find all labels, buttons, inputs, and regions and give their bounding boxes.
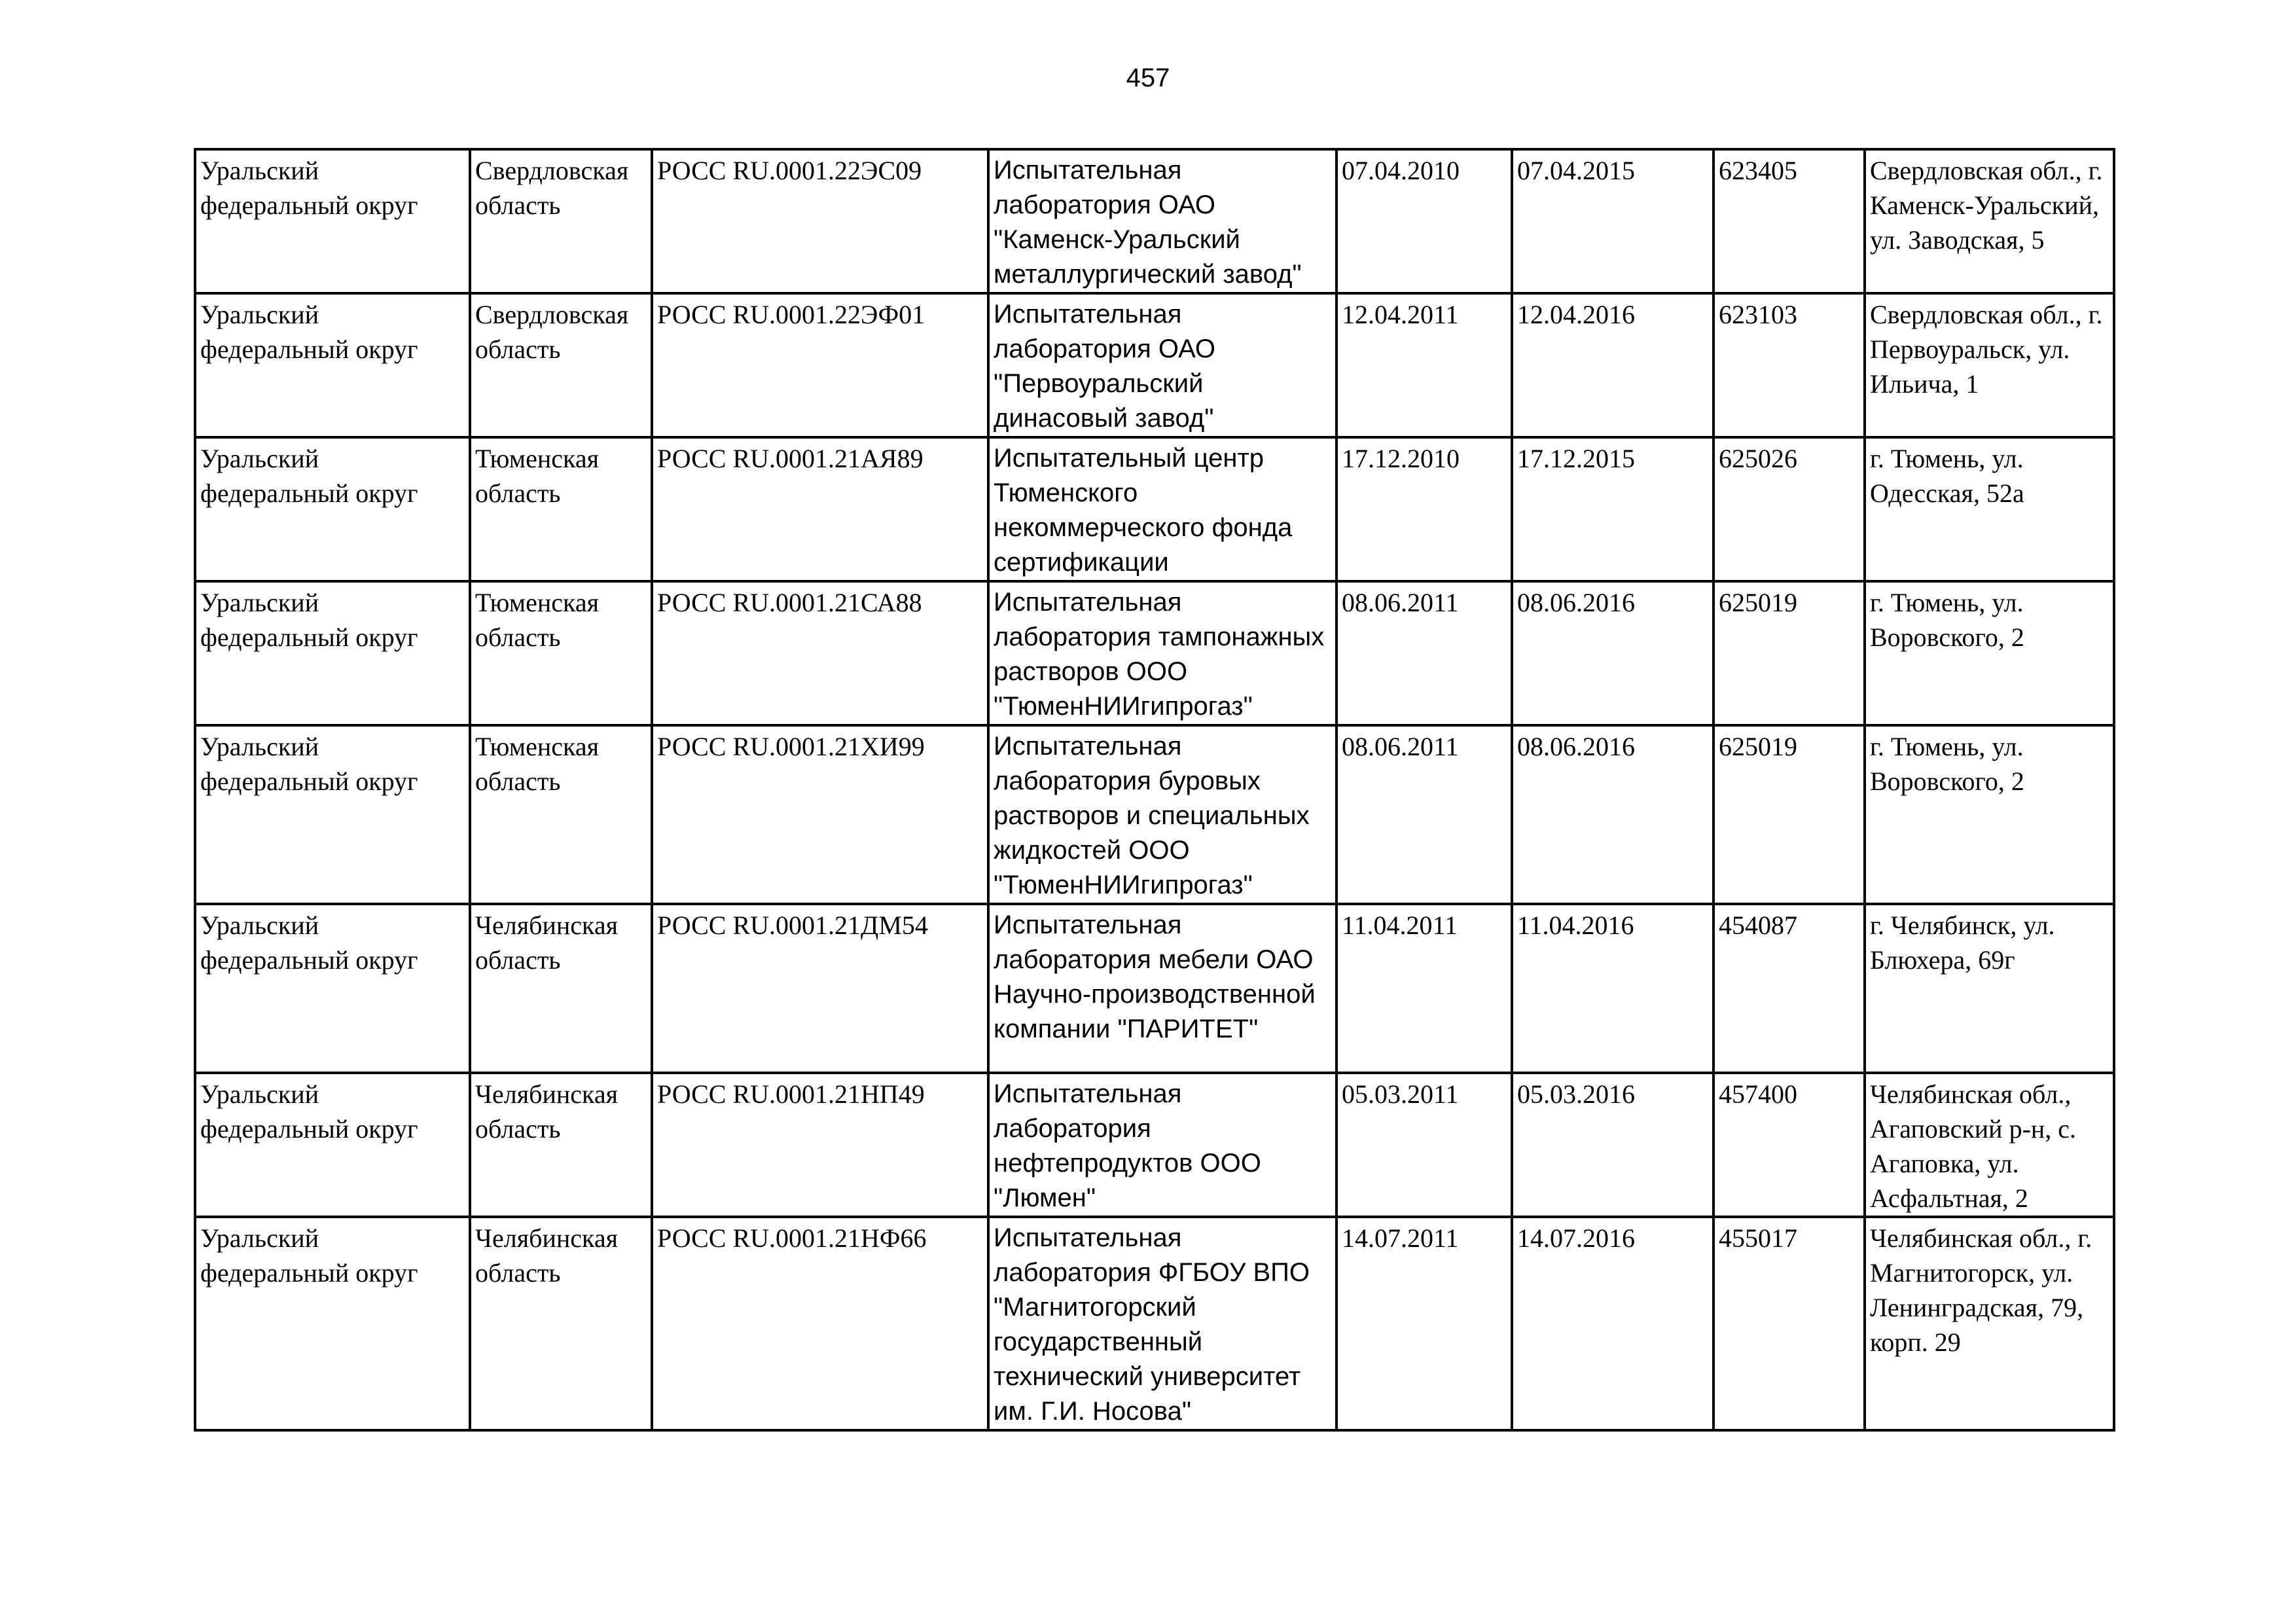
organization-cell <box>988 581 1336 725</box>
address-cell-text: Свердловская обл., г. Первоуральск, ул. Ильича, 1 <box>1870 300 2103 399</box>
postcode-cell-text: 454087 <box>1719 911 1797 940</box>
region-cell-text: Челябинская область <box>475 911 619 975</box>
district-cell-text: Уральский федеральный округ <box>200 156 418 220</box>
expiry-date-cell-text: 05.03.2016 <box>1517 1079 1635 1109</box>
address-cell <box>1865 581 2114 725</box>
district-cell <box>195 437 470 581</box>
address-cell <box>1865 1217 2114 1430</box>
address-cell <box>1865 725 2114 904</box>
table-row <box>195 437 2114 581</box>
expiry-date-cell <box>1512 149 1713 293</box>
address-cell <box>1865 437 2114 581</box>
table-row <box>195 904 2114 1073</box>
postcode-cell <box>1713 725 1865 904</box>
issue-date-cell <box>1336 904 1512 1073</box>
organization-cell <box>988 1217 1336 1430</box>
district-cell <box>195 1073 470 1217</box>
region-cell-text: Тюменская область <box>475 588 600 652</box>
postcode-cell <box>1713 904 1865 1073</box>
address-cell-text: Челябинская обл., г. Магнитогорск, ул. Ленинградская, 79, корп. 29 <box>1870 1223 2092 1357</box>
address-cell-text: г. Тюмень, ул. Воровского, 2 <box>1870 732 2024 796</box>
issue-date-cell <box>1336 581 1512 725</box>
address-cell-text: г. Тюмень, ул. Воровского, 2 <box>1870 588 2024 652</box>
issue-date-cell <box>1336 293 1512 437</box>
issue-date-cell <box>1336 149 1512 293</box>
expiry-date-cell <box>1512 293 1713 437</box>
region-cell <box>470 725 652 904</box>
district-cell-text: Уральский федеральный округ <box>200 732 418 796</box>
region-cell <box>470 1217 652 1430</box>
expiry-date-cell-text: 11.04.2016 <box>1517 911 1634 940</box>
issue-date-cell-text: 17.12.2010 <box>1342 444 1460 473</box>
district-cell <box>195 293 470 437</box>
certificate-number-cell-text: РОСС RU.0001.22ЭС09 <box>657 156 922 185</box>
region-cell-text: Тюменская область <box>475 732 600 796</box>
table-row <box>195 1217 2114 1430</box>
organization-cell-text: Испытательная лаборатория нефтепродуктов ООО "Люмен" <box>994 1079 1261 1212</box>
region-cell <box>470 149 652 293</box>
region-cell-text: Челябинская область <box>475 1079 619 1144</box>
postcode-cell-text: 623103 <box>1719 300 1797 329</box>
region-cell <box>470 437 652 581</box>
issue-date-cell-text: 08.06.2011 <box>1342 588 1459 617</box>
certificate-number-cell-text: РОСС RU.0001.21НП49 <box>657 1079 925 1109</box>
region-cell-text: Тюменская область <box>475 444 600 508</box>
expiry-date-cell-text: 17.12.2015 <box>1517 444 1635 473</box>
certificate-number-cell <box>652 1073 988 1217</box>
issue-date-cell <box>1336 437 1512 581</box>
postcode-cell <box>1713 437 1865 581</box>
certificate-number-cell-text: РОСС RU.0001.21ХИ99 <box>657 732 925 761</box>
certificate-number-cell-text: РОСС RU.0001.21АЯ89 <box>657 444 924 473</box>
district-cell-text: Уральский федеральный округ <box>200 444 418 508</box>
certificate-number-cell <box>652 725 988 904</box>
region-cell <box>470 1073 652 1217</box>
certificate-number-cell-text: РОСС RU.0001.21НФ66 <box>657 1223 927 1253</box>
region-cell <box>470 581 652 725</box>
postcode-cell <box>1713 293 1865 437</box>
issue-date-cell <box>1336 1073 1512 1217</box>
address-cell-text: Челябинская обл., Агаповский р-н, с. Агаповка, ул. Асфальтная, 2 <box>1870 1079 2077 1213</box>
certificate-number-cell <box>652 293 988 437</box>
expiry-date-cell <box>1512 904 1713 1073</box>
district-cell <box>195 581 470 725</box>
address-cell <box>1865 149 2114 293</box>
certificate-number-cell <box>652 581 988 725</box>
expiry-date-cell <box>1512 581 1713 725</box>
organization-cell <box>988 904 1336 1073</box>
organization-cell <box>988 149 1336 293</box>
organization-cell <box>988 293 1336 437</box>
district-cell <box>195 149 470 293</box>
table-body <box>195 149 2114 1430</box>
table-row <box>195 293 2114 437</box>
organization-cell-text: Испытательный центр Тюменского некоммерческого фонда сертификации <box>994 444 1293 577</box>
expiry-date-cell <box>1512 437 1713 581</box>
region-cell <box>470 293 652 437</box>
postcode-cell-text: 457400 <box>1719 1079 1797 1109</box>
expiry-date-cell-text: 14.07.2016 <box>1517 1223 1635 1253</box>
address-cell <box>1865 293 2114 437</box>
district-cell <box>195 725 470 904</box>
region-cell-text: Челябинская область <box>475 1223 619 1288</box>
district-cell-text: Уральский федеральный округ <box>200 1223 418 1288</box>
district-cell-text: Уральский федеральный округ <box>200 911 418 975</box>
organization-cell-text: Испытательная лаборатория буровых растворов и специальных жидкостей ООО "ТюменНИИгипрогаз" <box>994 732 1310 899</box>
region-cell <box>470 904 652 1073</box>
issue-date-cell-text: 08.06.2011 <box>1342 732 1459 761</box>
certification-registry-table <box>194 148 2115 1432</box>
district-cell-text: Уральский федеральный округ <box>200 1079 418 1144</box>
table-row <box>195 581 2114 725</box>
postcode-cell-text: 455017 <box>1719 1223 1797 1253</box>
postcode-cell-text: 623405 <box>1719 156 1797 185</box>
certificate-number-cell-text: РОСС RU.0001.21ДМ54 <box>657 911 928 940</box>
issue-date-cell <box>1336 1217 1512 1430</box>
certificate-number-cell-text: РОСС RU.0001.21СА88 <box>657 588 922 617</box>
organization-cell <box>988 725 1336 904</box>
certificate-number-cell <box>652 437 988 581</box>
issue-date-cell-text: 05.03.2011 <box>1342 1079 1459 1109</box>
postcode-cell <box>1713 581 1865 725</box>
postcode-cell-text: 625026 <box>1719 444 1797 473</box>
postcode-cell-text: 625019 <box>1719 732 1797 761</box>
postcode-cell <box>1713 1217 1865 1430</box>
address-cell <box>1865 904 2114 1073</box>
postcode-cell <box>1713 149 1865 293</box>
certificate-number-cell <box>652 1217 988 1430</box>
region-cell-text: Свердловская область <box>475 156 629 220</box>
organization-cell-text: Испытательная лаборатория ОАО "Первоуральский динасовый завод" <box>994 300 1215 433</box>
expiry-date-cell-text: 08.06.2016 <box>1517 588 1635 617</box>
organization-cell-text: Испытательная лаборатория тампонажных растворов ООО "ТюменНИИгипрогаз" <box>994 588 1325 721</box>
table-row <box>195 725 2114 904</box>
issue-date-cell-text: 12.04.2011 <box>1342 300 1459 329</box>
district-cell-text: Уральский федеральный округ <box>200 588 418 652</box>
district-cell-text: Уральский федеральный округ <box>200 300 418 364</box>
address-cell <box>1865 1073 2114 1217</box>
page-number: 457 <box>1126 63 1170 92</box>
issue-date-cell <box>1336 725 1512 904</box>
region-cell-text: Свердловская область <box>475 300 629 364</box>
expiry-date-cell <box>1512 1217 1713 1430</box>
expiry-date-cell-text: 07.04.2015 <box>1517 156 1635 185</box>
address-cell-text: Свердловская обл., г. Каменск-Уральский, ул. Заводская, 5 <box>1870 156 2103 255</box>
issue-date-cell-text: 11.04.2011 <box>1342 911 1458 940</box>
expiry-date-cell-text: 12.04.2016 <box>1517 300 1635 329</box>
table-row <box>195 1073 2114 1217</box>
certificate-number-cell <box>652 904 988 1073</box>
expiry-date-cell <box>1512 725 1713 904</box>
postcode-cell-text: 625019 <box>1719 588 1797 617</box>
organization-cell-text: Испытательная лаборатория ФГБОУ ВПО "Магнитогорский государственный технический университет им. Г.И. Носова" <box>994 1223 1310 1426</box>
issue-date-cell-text: 14.07.2011 <box>1342 1223 1459 1253</box>
organization-cell <box>988 437 1336 581</box>
table-row <box>195 149 2114 293</box>
organization-cell-text: Испытательная лаборатория ОАО "Каменск-Уральский металлургический завод" <box>994 156 1302 289</box>
postcode-cell <box>1713 1073 1865 1217</box>
address-cell-text: г. Тюмень, ул. Одесская, 52а <box>1870 444 2024 508</box>
expiry-date-cell <box>1512 1073 1713 1217</box>
organization-cell-text: Испытательная лаборатория мебели ОАО Научно-производственной компании "ПАРИТЕТ" <box>994 911 1316 1043</box>
certificate-number-cell-text: РОСС RU.0001.22ЭФ01 <box>657 300 925 329</box>
expiry-date-cell-text: 08.06.2016 <box>1517 732 1635 761</box>
issue-date-cell-text: 07.04.2010 <box>1342 156 1460 185</box>
district-cell <box>195 904 470 1073</box>
district-cell <box>195 1217 470 1430</box>
certificate-number-cell <box>652 149 988 293</box>
organization-cell <box>988 1073 1336 1217</box>
address-cell-text: г. Челябинск, ул. Блюхера, 69г <box>1870 911 2055 975</box>
